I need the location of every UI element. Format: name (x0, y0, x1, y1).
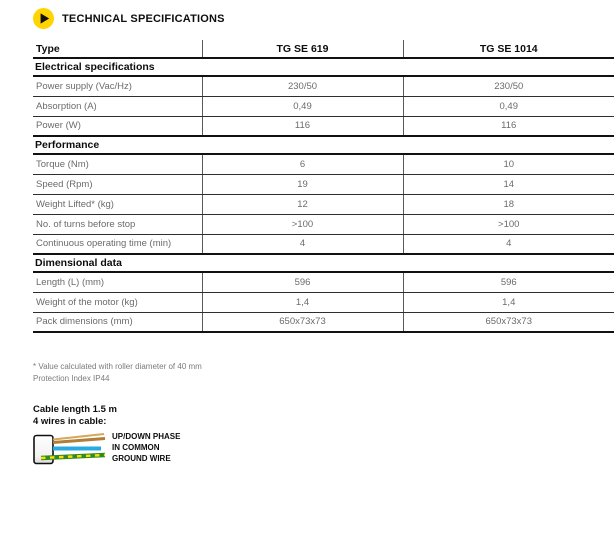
row-label: Absorption (A) (33, 96, 202, 116)
row-value: 650x73x73 (403, 312, 614, 332)
column-header-model-2: TG SE 1014 (403, 40, 614, 58)
row-value: 596 (202, 272, 403, 292)
row-label: Power (W) (33, 116, 202, 136)
row-label: Length (L) (mm) (33, 272, 202, 292)
table-row (33, 214, 614, 234)
section-header-row (33, 136, 614, 154)
row-value: 10 (403, 154, 614, 174)
row-value: 116 (202, 116, 403, 136)
row-value: 596 (403, 272, 614, 292)
row-value: 650x73x73 (202, 312, 403, 332)
spec-table-body (33, 58, 614, 332)
row-value: 230/50 (403, 76, 614, 96)
row-value: 230/50 (202, 76, 403, 96)
spec-table (33, 40, 614, 333)
column-header-model-1: TG SE 619 (202, 40, 403, 58)
wire-label-up-down-phase: UP/DOWN PHASE (112, 432, 181, 441)
table-row (33, 312, 614, 332)
section-header-row (33, 254, 614, 272)
section-heading: Performance (33, 136, 614, 154)
row-label: Torque (Nm) (33, 154, 202, 174)
row-value: >100 (403, 214, 614, 234)
row-label: Weight of the motor (kg) (33, 292, 202, 312)
cable-title (33, 404, 117, 427)
footnote-protection-index: Protection Index IP44 (33, 374, 110, 383)
play-icon (33, 8, 54, 29)
table-header-row (33, 40, 614, 58)
table-row (33, 116, 614, 136)
row-value: 1,4 (403, 292, 614, 312)
row-value: 18 (403, 194, 614, 214)
footnotes (33, 361, 202, 385)
wire-label-ground-wire: GROUND WIRE (112, 454, 171, 463)
section-header-row (33, 58, 614, 76)
row-value: 12 (202, 194, 403, 214)
row-label: Continuous operating time (min) (33, 234, 202, 254)
section-heading: Dimensional data (33, 254, 614, 272)
column-header-type: Type (33, 40, 202, 58)
row-value: 4 (202, 234, 403, 254)
section-heading: Electrical specifications (33, 58, 614, 76)
wire-label-in-common: IN COMMON (112, 443, 160, 452)
footnote-roller: * Value calculated with roller diameter of 40 mm (33, 362, 202, 371)
row-value: 0,49 (202, 96, 403, 116)
row-value: 19 (202, 174, 403, 194)
cable-wires-text: 4 wires in cable: (33, 415, 107, 427)
row-label: No. of turns before stop (33, 214, 202, 234)
table-row (33, 194, 614, 214)
table-row (33, 76, 614, 96)
row-value: 14 (403, 174, 614, 194)
table-row (33, 154, 614, 174)
cable-diagram (33, 431, 253, 467)
table-row (33, 292, 614, 312)
doc-header (33, 8, 225, 29)
row-label: Speed (Rpm) (33, 174, 202, 194)
table-row (33, 272, 614, 292)
row-value: 6 (202, 154, 403, 174)
cable-length-text: Cable length 1.5 m (33, 404, 117, 415)
table-row (33, 174, 614, 194)
table-row (33, 96, 614, 116)
cable-illustration-icon (33, 431, 107, 467)
table-row (33, 234, 614, 254)
row-value: 1,4 (202, 292, 403, 312)
row-label: Power supply (Vac/Hz) (33, 76, 202, 96)
row-value: 116 (403, 116, 614, 136)
page-title: TECHNICAL SPECIFICATIONS (62, 12, 225, 25)
row-label: Pack dimensions (mm) (33, 312, 202, 332)
row-label: Weight Lifted* (kg) (33, 194, 202, 214)
row-value: 0,49 (403, 96, 614, 116)
row-value: 4 (403, 234, 614, 254)
row-value: >100 (202, 214, 403, 234)
